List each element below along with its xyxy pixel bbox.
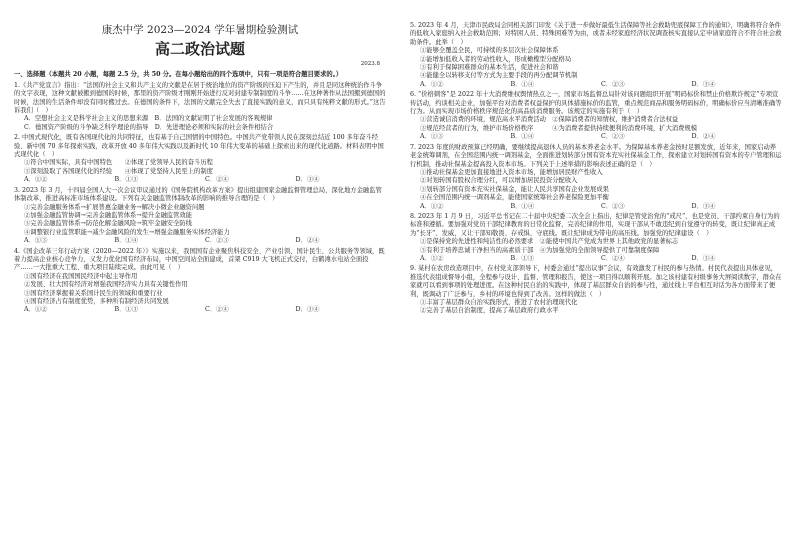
question-option: ②对划转国有股权合理分红，可以增加居民投资分配收入 [420, 177, 578, 185]
question-option: ④调整银行业监管职能→减少金融风险的发生→增强金融服务实体经济能力 [24, 228, 230, 236]
answer-choice: A．①③ [24, 237, 48, 245]
answer-choice: C．②③ [205, 237, 229, 245]
question-stem: 9. 某村在农房改造项目中，在村党支部领导下，村委会通过“提出议事”会议，有效激发了村民的参与热情。村民代表提出具体意见，推选代表组成督导小组，全程参与设计、监督、管理和报告，使这一项目得以顺利开展。加之该村建有村级事务大屏阅读数字，群众在家就可以看到事项的处理进度。在这种村民自治的实践中，体现了基层群众自治的参与性，通过线上平台相互对话为各方面带来了便利，既调动了广泛参与，乡村的环境也得到了改善。这样的做法（ ） [410, 265, 782, 298]
question-option: ④国有经济占有制度优势，多种所有制经济共同发展 [24, 297, 169, 305]
answer-choice: A．①② [420, 80, 444, 88]
answer-choices [14, 306, 386, 314]
left-column [14, 20, 386, 315]
question-option: ①符合中国实际，具有中国特色 ②体现了党领导人民的奋斗历程 [24, 159, 213, 167]
answer-choice: C．②④ [601, 254, 625, 262]
answer-choices [410, 255, 782, 263]
answer-choice: C．②③ [601, 202, 625, 210]
question-option: ④能健全以转移支付等方式为主要手段的再分配调节机制 [420, 72, 578, 80]
question-option: ③完善金融监管体系→防范化解金融风险→筑牢金融安全防线 [24, 220, 192, 228]
question-8 [410, 213, 782, 263]
answer-choice: D．③④ [691, 202, 716, 210]
question-option: ②能增加低收入者的劳动性收入，形成橄榄型分配格局 [420, 55, 572, 63]
answer-choice: B．①③ [510, 254, 535, 262]
question-3 [14, 187, 386, 246]
question-9 [410, 265, 782, 315]
question-option: ③规范经营者的行为，维护市场价格秩序 ④为消费者提供持续便利的消费环境，扩大消费规模 [420, 124, 698, 132]
answer-choice: A．①③ [420, 133, 444, 141]
answer-choice: B．①④ [510, 80, 535, 88]
answer-choice: B．①④ [510, 202, 535, 210]
section-heading: 一、选择题（本题共 20 小题，每题 2.5 分，共 50 分。在每小题给出的四个选项中，只有一项是符合题目要求的。） [14, 71, 343, 79]
answer-choice: B．①④ [114, 237, 139, 245]
question-option: ②完善了基层自治制度，提高了基层政府行政水平 [420, 307, 559, 315]
answer-choices [14, 237, 386, 245]
answer-choice: D．②④ [295, 237, 320, 245]
question-option: ①营造诚信消费的环境，规范高水平消费活动 ②保障消费者的知情权，维护消费者合法权益 [420, 116, 679, 124]
answer-choice: A．①② [420, 254, 444, 262]
question-stem: 2. 中国式现代化，既有各国现代化的共同特征，也有基于自己国情的中国特色。中国共产党带领人民在深刻总结近 100 多年奋斗经验、新中国 70 多年探索实践，改革开放 40 多年伟大实践以及新时代 10 年伟大变革的基础上探索出来的现代化道路。材料表明中国式现代化（ ） [14, 134, 384, 159]
answer-choice: D．③④ [691, 80, 716, 88]
school-exam-title: 康杰中学 2023—2024 学年暑期检验测试 [101, 24, 299, 36]
question-4 [14, 248, 386, 315]
question-option: ②发展、壮大国有经济对增强我国经济实力具有关键性作用 [24, 281, 188, 289]
question-stem: 7. 2023 年度的财政预算已经明确，要继续提高退休人员的基本养老金水平。为保障基本养老金按时足额发放，近年来，国家启动养老金统筹调剂，在全国范围内统一调剂基金，全面推进划转部分国有资本充实社保基金工作，探索建立对划转国有资本的专户管理和运行机制，推动社保基金提高投入资本市场。下列关于上述举措的影响表述正确的是（ ） [410, 143, 782, 168]
answer-choice: D．③④ [691, 254, 716, 262]
question-option: ①能够全覆盖全民，可持续的多层次社会保障体系 [420, 47, 559, 55]
right-column [410, 20, 782, 316]
question-6 [410, 91, 782, 141]
question-1 [14, 82, 386, 132]
answer-choice: A．①② [24, 176, 48, 184]
question-stem: 8. 2023 年 1 月 9 日，习近平总书记在二十届中央纪委二次全会上指出，纪律是管党治党的“戒尺”，也是党员、干部约束自身行为的标准和遵循。要加强对党员干部纪律教育的日常化监督，完善纪律的作用，实现干部从不敢违纪到自觉遵守的转变，既让纪律真正成为“长牙”、发威，又让干部知敬畏、存戒惧、守底线。既让纪律成为带电的高压线。加强党的纪律建设（ ） [410, 212, 780, 237]
question-option: ①国有经济在我国国民经济中起主导作用 [24, 272, 138, 280]
answer-choices [14, 176, 386, 184]
answer-choices [410, 203, 782, 211]
question-option: ①是保持党的先进性和纯洁性的必然要求 ②能使中国共产党成为世界上其他政党的显著标志 [420, 238, 679, 246]
question-stem: 6. “价格刺客”是 2022 年十大消费维权舆情热点之一，国家市场监督总局针对该问题组织开展“明码标价和禁止价格欺诈规定”专项宣传活动，约谈相关企业，加强平台对消费者权益保护的具体措施标价的监管，重点规范商品和服务明码标价，明确标价应当清晰准确等行为。从而实现市场价格秩序规范化的高品质消费服务。该规定的实施有利于（ ） [410, 91, 782, 116]
question-5 [410, 22, 782, 89]
answer-choice: D．②④ [691, 133, 716, 141]
answer-choice: B．①③ [114, 306, 139, 314]
answer-choice: B．①④ [510, 133, 535, 141]
answer-choice: C．②③ [601, 80, 625, 88]
question-option: C．德国资产阶级的斗争缺乏科学理论的指导 D．先进理论必须和实际的社会条件相结合 [24, 123, 274, 131]
answer-choices [410, 133, 782, 141]
question-option: A．空想社会主义是科学社会主义的思想来源 B．法国的文献证明了社会发展的客观规律 [24, 115, 273, 123]
answer-choice: D．③④ [295, 176, 320, 184]
subject-title: 高二政治试题 [154, 40, 245, 58]
exam-date: 2023.8 [360, 61, 380, 67]
question-stem: 1.《共产党宣言》指出：“法国的社会主义和共产主义的文献是在居于统治地位的资产阶级的压迫下产生的，并且是同这种统治作斗争的文字表现，这种文献被搬到德国的时候，那里的资产阶级才刚刚开始进行反对封建专制制度的斗争……在这种著作从法国搬到德国的时候，法国的生活条件却没有同时搬过去。在德国的条件下，法国的文献完全失去了直接实践的意义，而只具有纯粹文献的形式。”这告诉我们（ ） [14, 81, 386, 115]
question-2 [14, 134, 386, 184]
answer-choice: C．②③ [601, 133, 625, 141]
question-option: ①完善金融服务体系→扩展普惠金融业务→解决小微企业融资问题 [24, 203, 205, 211]
question-option: ③有利于培养忠诚干净担当的高素质干部 ④为加强党的全面领导提供了可靠制度保障 [420, 246, 660, 254]
question-7 [410, 144, 782, 211]
answer-choice: C．②④ [205, 176, 229, 184]
answer-choice: A．①② [24, 306, 48, 314]
answer-choices [410, 81, 782, 89]
question-stem: 3. 2023 年 3 月，十四届全国人大一次会议审议通过的《国务院机构改革方案》提出组建国家金融监督管理总局，深化地方金融监管体制改革，推进高标准市场体系建设。下列有关金融监管体制改革的影响的推导合理的是（ ） [14, 186, 382, 203]
question-option: ②加强金融监管协调→完善金融监管体系→提升金融监管效能 [24, 211, 192, 219]
question-option: ①丰富了基层群众自治实践形式，推进了农村治理现代化 [420, 299, 578, 306]
answer-choice: D．③④ [295, 306, 320, 314]
question-option: ④在全国范围内统一调剂基金，能使国家统筹社会养老保险更加平衡 [420, 194, 609, 202]
question-option: ③有利于保障困难群众的基本生活，促进社会和谐 [420, 64, 559, 72]
question-stem: 5. 2023 年 4 月，天津市民政局会同相关部门印发《关于进一步做好最低生活保障等社会救助兜底保障工作的通知》，明确将符合条件的低收入家庭纳入社会救助范围；对特困人员、特殊困难等为由，或者未经家庭经济状况调查核实直接认定申请家庭符合不符合社会救助条件。此举（ ） [410, 22, 782, 46]
answer-choice: C．②④ [205, 306, 229, 314]
question-option: ③深刻汲取了各国现代化的经验 ④体现了党坚持人民至上的制度 [24, 167, 213, 175]
question-stem: 4.《国企改革三年行动方案（2020—2022 年）》实施以来，我国国有企业聚焦科技安全、产业引领、国计民生、公共服务等领域，既着力提高企业核心竞争力，又发力优化国有经济布局，中国空间站全面建成，首架 C919 大飞机正式交付，白鹤滩水电站全面投产……一大批重大工程、重大项目陆续完成。由此可见（ ） [14, 247, 385, 272]
question-option: ③划转部分国有资本充实社保基金，能让人民共享国有企业发展成果 [420, 185, 609, 193]
question-option: ①推动社保基金更加直接地进入资本市场，能增加居民财产性收入 [420, 168, 603, 176]
answer-choice: B．①③ [114, 176, 139, 184]
answer-choice: A．①② [420, 202, 444, 210]
question-option: ③国有经济掌握着关系国计民生的领域和重要行业 [24, 289, 163, 297]
